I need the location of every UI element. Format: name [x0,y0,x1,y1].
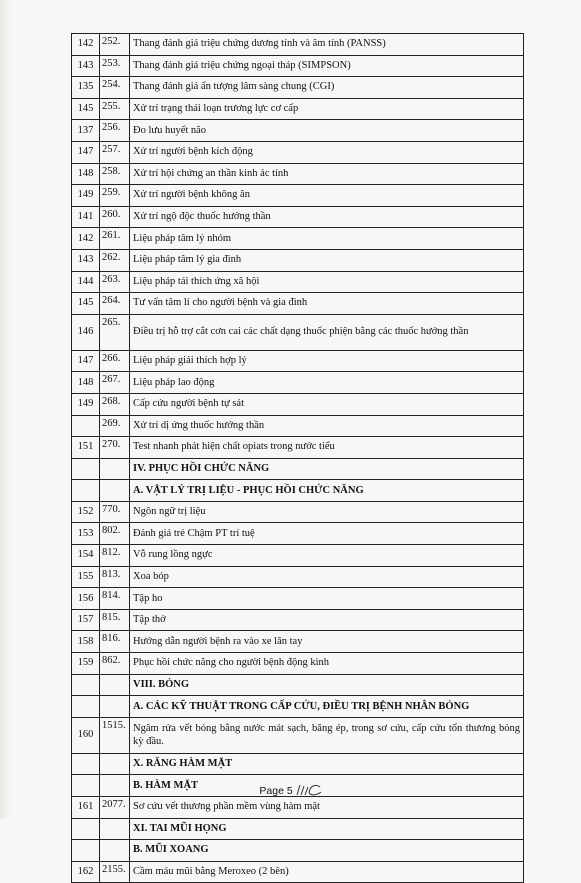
procedure-code [100,840,130,862]
initials-signature [296,783,322,797]
procedure-name: A. VẬT LÝ TRỊ LIỆU - PHỤC HỒI CHỨC NĂNG [130,480,524,502]
table-row [72,228,524,250]
procedure-name: VIII. BỎNG [130,674,524,696]
procedure-code [100,753,130,775]
row-number: 158 [72,631,100,653]
table-row [72,206,524,228]
row-number: 144 [72,271,100,293]
procedure-code: 259. [100,185,130,207]
row-number: 143 [72,55,100,77]
procedure-name: XI. TAI MŨI HỌNG [130,818,524,840]
table-row [72,34,524,56]
table-row [72,588,524,610]
row-number: 162 [72,861,100,883]
procedure-name: IV. PHỤC HỒI CHỨC NĂNG [130,458,524,480]
row-number [72,458,100,480]
table-row [72,501,524,523]
procedure-code: 2155. [100,861,130,883]
row-number [72,818,100,840]
row-number: 135 [72,77,100,99]
procedure-name: Test nhanh phát hiện chất opiats trong nước tiểu [130,437,524,459]
procedure-name: Cầm máu mũi bằng Meroxeo (2 bên) [130,861,524,883]
procedure-code: 2077. [100,797,130,819]
table-row [72,141,524,163]
procedure-name: Liệu pháp giải thích hợp lý [130,350,524,372]
procedure-code: 258. [100,163,130,185]
row-number: 148 [72,163,100,185]
row-number: 151 [72,437,100,459]
procedure-code [100,480,130,502]
section-heading-row [72,696,524,718]
procedure-code: 267. [100,372,130,394]
row-number: 146 [72,314,100,350]
page-number: Page 5 [259,785,293,797]
table-row [72,77,524,99]
procedure-name: Sơ cứu vết thương phần mềm vùng hàm mặt [130,797,524,819]
table-row [72,185,524,207]
procedure-name: Đánh giá trẻ Chậm PT trí tuệ [130,523,524,545]
row-number [72,415,100,437]
procedure-name: Liệu pháp tái thích ứng xã hội [130,271,524,293]
row-number: 154 [72,545,100,567]
procedure-code: 270. [100,437,130,459]
procedure-name: Ngôn ngữ trị liệu [130,501,524,523]
table-row [72,249,524,271]
procedure-name: Xử trí dị ứng thuốc hướng thần [130,415,524,437]
table-row [72,523,524,545]
section-heading-row [72,480,524,502]
table-row [72,861,524,883]
procedure-name: Ngâm rửa vết bỏng bằng nước mát sạch, băng ép, trong sơ cứu, cấp cứu tổn thương bỏng kỳ đầu. [130,717,524,753]
procedure-code [100,696,130,718]
procedure-name: Đo lưu huyết não [130,120,524,142]
procedure-table-body [72,34,524,883]
row-number: 137 [72,120,100,142]
row-number: 142 [72,34,100,56]
procedure-code [100,818,130,840]
table-row [72,717,524,753]
row-number: 155 [72,566,100,588]
row-number: 147 [72,141,100,163]
procedure-code: 266. [100,350,130,372]
row-number: 143 [72,249,100,271]
procedure-name: B. MŨI XOANG [130,840,524,862]
table-row [72,437,524,459]
procedure-code: 813. [100,566,130,588]
procedure-name: Tư vấn tâm lí cho người bệnh và gia đình [130,293,524,315]
procedure-code [100,674,130,696]
table-row [72,163,524,185]
table-row [72,415,524,437]
procedure-code: 265. [100,314,130,350]
table-row [72,98,524,120]
procedure-code: 862. [100,653,130,675]
row-number: 148 [72,372,100,394]
section-heading-row [72,674,524,696]
procedure-code: 815. [100,609,130,631]
procedure-code: 812. [100,545,130,567]
table-row [72,393,524,415]
procedure-name: Xoa bóp [130,566,524,588]
procedure-name: Liệu pháp lao động [130,372,524,394]
procedure-name: X. RĂNG HÀM MẶT [130,753,524,775]
row-number: 160 [72,717,100,753]
procedure-code: 263. [100,271,130,293]
row-number: 152 [72,501,100,523]
procedure-name: Liệu pháp tâm lý gia đình [130,249,524,271]
row-number: 145 [72,98,100,120]
row-number [72,696,100,718]
procedure-code: 264. [100,293,130,315]
procedure-name: Xử trí trạng thái loạn trương lực cơ cấp [130,98,524,120]
row-number: 142 [72,228,100,250]
page-footer [0,783,581,797]
procedure-code: 257. [100,141,130,163]
procedure-code: 255. [100,98,130,120]
procedure-name: Vỗ rung lồng ngực [130,545,524,567]
table-row [72,372,524,394]
procedure-code: 268. [100,393,130,415]
procedure-code: 269. [100,415,130,437]
procedure-name: Thang đánh giá ấn tượng lâm sàng chung (CGI) [130,77,524,99]
procedure-name: Xử trí ngộ độc thuốc hướng thần [130,206,524,228]
row-number: 161 [72,797,100,819]
row-number: 153 [72,523,100,545]
procedure-name: Tập ho [130,588,524,610]
table-row [72,566,524,588]
procedure-name: A. CÁC KỸ THUẬT TRONG CẤP CỨU, ĐIỀU TRỊ BỆNH NHÂN BỎNG [130,696,524,718]
row-number: 145 [72,293,100,315]
table-row [72,545,524,567]
procedure-code: 252. [100,34,130,56]
procedure-code: 261. [100,228,130,250]
procedure-name: Thang đánh giá triệu chứng dương tính và âm tính (PANSS) [130,34,524,56]
table-row [72,55,524,77]
procedure-name: Điều trị hỗ trợ cắt cơn cai các chất dạng thuốc phiện bằng các thuốc hướng thần [130,314,524,350]
section-heading-row [72,458,524,480]
section-heading-row [72,818,524,840]
section-heading-row [72,840,524,862]
table-row [72,271,524,293]
scan-edge [0,0,12,819]
procedure-code: 253. [100,55,130,77]
procedure-code: 816. [100,631,130,653]
procedure-code: 256. [100,120,130,142]
table-row [72,120,524,142]
procedure-name: Xử trí người bệnh kích động [130,141,524,163]
table-row [72,293,524,315]
table-row [72,350,524,372]
row-number [72,674,100,696]
procedure-name: Tập thở [130,609,524,631]
procedure-name: Phục hồi chức năng cho người bệnh động kinh [130,653,524,675]
row-number: 141 [72,206,100,228]
procedure-name: Xử trí người bệnh không ăn [130,185,524,207]
section-heading-row [72,753,524,775]
procedure-name: Liệu pháp tâm lý nhóm [130,228,524,250]
procedure-code: 254. [100,77,130,99]
procedure-name: Cấp cứu người bệnh tự sát [130,393,524,415]
procedure-name: Hướng dẫn người bệnh ra vào xe lăn tay [130,631,524,653]
row-number: 147 [72,350,100,372]
table-row [72,314,524,350]
row-number [72,753,100,775]
row-number [72,840,100,862]
procedure-name: Thang đánh giá triệu chứng ngoại tháp (SIMPSON) [130,55,524,77]
procedure-code [100,458,130,480]
table-row [72,653,524,675]
table-row [72,609,524,631]
row-number [72,480,100,502]
procedure-code: 814. [100,588,130,610]
procedure-table [71,33,524,883]
procedure-code: 1515. [100,717,130,753]
procedure-code: 802. [100,523,130,545]
procedure-name: B. HÀM MẶT [130,775,524,797]
row-number: 149 [72,393,100,415]
table-row [72,797,524,819]
row-number: 156 [72,588,100,610]
procedure-code: 262. [100,249,130,271]
procedure-code: 260. [100,206,130,228]
row-number: 149 [72,185,100,207]
procedure-code: 770. [100,501,130,523]
row-number: 157 [72,609,100,631]
procedure-name: Xử trí hội chứng an thần kinh ác tính [130,163,524,185]
table-row [72,631,524,653]
row-number: 159 [72,653,100,675]
